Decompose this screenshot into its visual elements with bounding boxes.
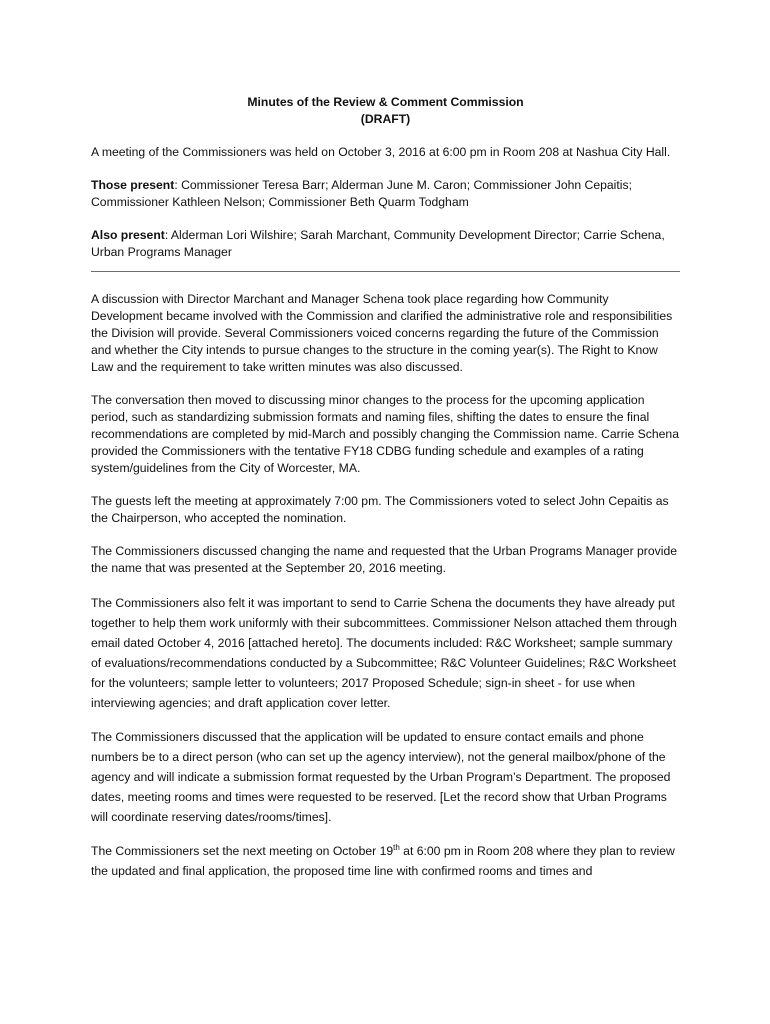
next-meeting-text-end: at 6:00 pm in Room 208 where they plan to review the updated and final application, the proposed time line with confirmed rooms and times and — [91, 844, 675, 878]
horizontal-divider — [91, 271, 680, 272]
document-title — [91, 94, 680, 128]
also-present-paragraph — [91, 227, 680, 261]
next-meeting-text-start: The Commissioners set the next meeting on October 19 — [91, 844, 394, 858]
documents-paragraph: The Commissioners also felt it was important to send to Carrie Schena the documents they have already put together to help them work uniformly with their subcommittees. Commissioner Nelson attached them through email dated October 4, 2016 [attached hereto]. The documents included: R&C Worksheet; sample summary of evaluations/recommendations conducted by a Subcommittee; R&C Volunteer Guidelines; R&C Worksheet for the volunteers; sample letter to volunteers; 2017 Proposed Schedule; sign-in sheet - for use when interviewing agencies; and draft application cover letter. — [91, 596, 677, 710]
those-present-label: Those present — [91, 178, 175, 192]
discussion-paragraph: A discussion with Director Marchant and Manager Schena took place regarding how Community Development became involved with the Commission and clarified the administrative role and responsibilities the Division will provide. Several Commissioners voiced concerns regarding the future of the Commission and whether the City intends to pursue changes to the structure in the coming year(s). The Right to Know Law and the requirement to take written minutes was also discussed. — [91, 292, 673, 374]
intro-paragraph: A meeting of the Commissioners was held on October 3, 2016 at 6:00 pm in Room 208 at Nashua City Hall. — [91, 145, 671, 159]
document-body — [91, 94, 680, 895]
also-present-label: Also present — [91, 228, 165, 242]
those-present-text: : Commissioner Teresa Barr; Alderman June M. Caron; Commissioner John Cepaitis; Commissioner Kathleen Nelson; Commissioner Beth Quarm Todgham — [91, 178, 632, 209]
title-line-1: Minutes of the Review & Comment Commission — [247, 95, 524, 109]
ordinal-suffix: th — [393, 842, 400, 852]
chairperson-paragraph: The guests left the meeting at approximately 7:00 pm. The Commissioners voted to select John Cepaitis as the Chairperson, who accepted the nomination. — [91, 494, 669, 525]
name-change-paragraph: The Commissioners discussed changing the name and requested that the Urban Programs Manager provide the name that was presented at the September 20, 2016 meeting. — [91, 544, 677, 575]
title-line-2: (DRAFT) — [360, 112, 411, 126]
application-paragraph: The Commissioners discussed that the application will be updated to ensure contact emails and phone numbers be to a direct person (who can set up the agency interview), not the general mailbox/phone of the agency and will indicate a submission format requested by the Urban Program’s Department. The proposed dates, meeting rooms and times were requested to be reserved. [Let the record show that Urban Programs will coordinate reserving dates/rooms/times]. — [91, 730, 671, 824]
those-present-paragraph — [91, 177, 680, 211]
also-present-text: : Alderman Lori Wilshire; Sarah Marchant, Community Development Director; Carrie Schena, Urban Programs Manager — [91, 228, 665, 259]
next-meeting-paragraph — [91, 841, 680, 881]
process-paragraph: The conversation then moved to discussing minor changes to the process for the upcoming application period, such as standardizing submission formats and naming files, shifting the dates to ensure the final recommendations are completed by mid-March and possibly changing the Commission name. Carrie Schena provided the Commissioners with the tentative FY18 CDBG funding schedule and examples of a rating system/guidelines from the City of Worcester, MA. — [91, 393, 679, 475]
